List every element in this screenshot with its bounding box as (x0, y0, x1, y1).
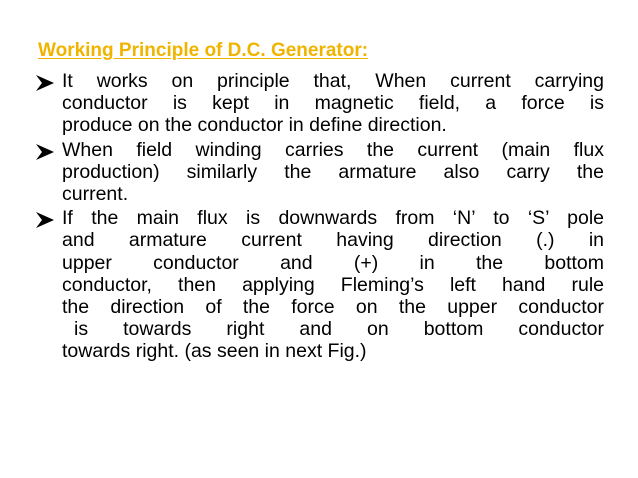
arrowhead-bullet-icon (34, 210, 56, 230)
slide-title: Working Principle of D.C. Generator: (38, 40, 369, 61)
bullet-line: When field winding carries the current (main flux (62, 138, 604, 161)
bullet-line: towards right. (as seen in next Fig.) (62, 340, 367, 363)
arrowhead-bullet-icon (34, 73, 56, 93)
bullet-line: upper conductor and (+) in the bottom (62, 251, 604, 274)
bullet-list (34, 70, 604, 365)
bullet-line: produce on the conductor in define direction. (62, 114, 447, 137)
bullet-line: the direction of the force on the upper conductor (62, 296, 604, 319)
bullet-line: production) similarly the armature also carry the (62, 160, 604, 183)
bullet-line: current. (62, 183, 129, 206)
bullet-item (34, 139, 604, 206)
bullet-line: is towards right and on bottom conductor (74, 318, 604, 341)
bullet-line: conductor is kept in magnetic field, a force is (62, 92, 604, 115)
bullet-line: It works on principle that, When current carrying (62, 70, 604, 92)
bullet-line: conductor, then applying Fleming’s left hand rule (62, 273, 604, 296)
bullet-line: and armature current having direction (.) in (62, 229, 604, 252)
arrowhead-bullet-icon (34, 142, 56, 162)
bullet-item (34, 70, 604, 137)
bullet-line: If the main flux is downwards from ‘N’ to ‘S’ pole (62, 207, 604, 230)
bullet-item (34, 207, 604, 362)
